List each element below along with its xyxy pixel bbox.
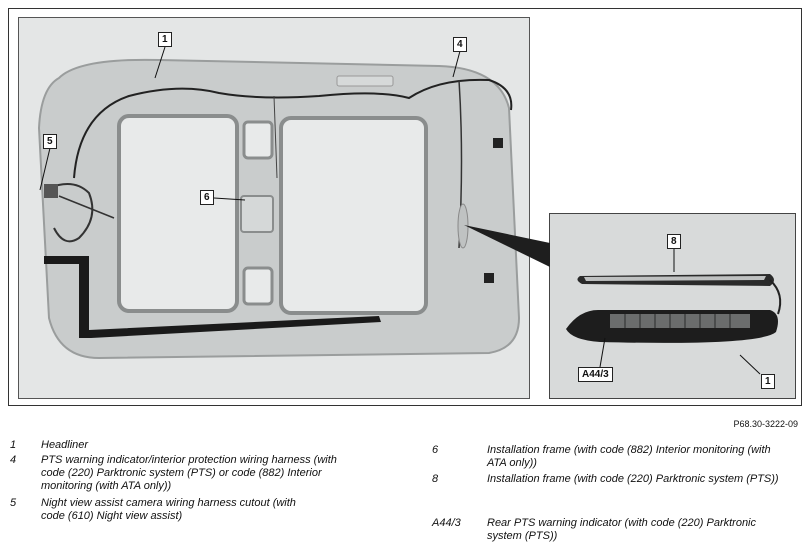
callout-1-inset: 1	[761, 374, 775, 389]
callout-4: 4	[453, 37, 467, 52]
callout-a44-3: A44/3	[578, 367, 613, 382]
legend-text: Rear PTS warning indicator (with code (220) Parktronic system (PTS))	[487, 517, 757, 542]
callout-6: 6	[200, 190, 214, 205]
legend-number: 4	[10, 454, 17, 466]
legend-number: A44/3	[432, 517, 461, 529]
legend-text: Installation frame (with code (882) Interior monitoring (with ATA only))	[487, 444, 771, 469]
legend-text: Headliner	[41, 439, 89, 451]
callout-5: 5	[43, 134, 57, 149]
legend-number: 1	[10, 439, 17, 451]
figure-id: P68.30-3222-09	[733, 419, 798, 429]
legend-number: 5	[10, 497, 17, 509]
legend-number: 8	[432, 473, 439, 485]
callout-1-main: 1	[158, 32, 172, 47]
callout-8: 8	[667, 234, 681, 249]
legend-text: Night view assist camera wiring harness cutout (with code (610) Night view assist)	[41, 497, 296, 522]
legend-number: 6	[432, 444, 439, 456]
legend-text: Installation frame (with code (220) Parktronic system (PTS))	[487, 473, 779, 485]
legend-text: PTS warning indicator/interior protection wiring harness (with code (220) Parktronic system (PTS) or code (882) Interior monitoring (with ATA only))	[41, 454, 337, 492]
